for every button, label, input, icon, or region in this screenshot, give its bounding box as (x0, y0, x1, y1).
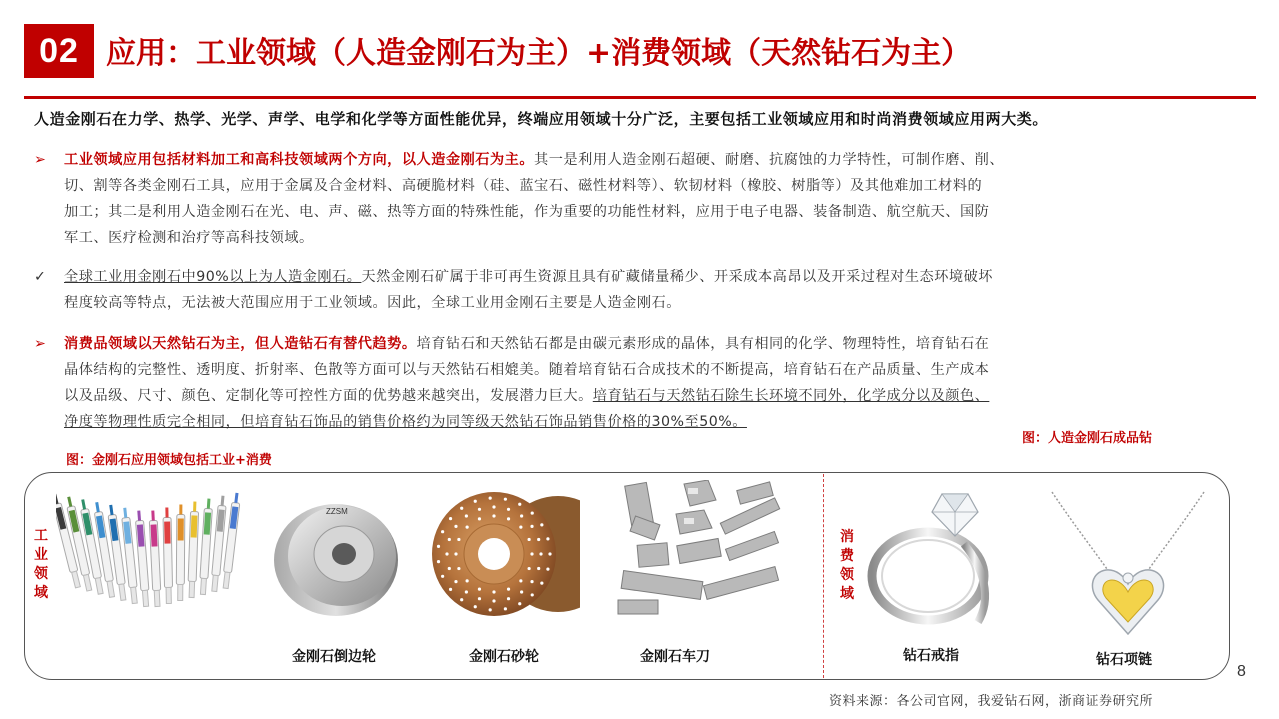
point-body: 天然金刚石矿属于非可再生资源且具有矿藏储量稀少、开采成本高昂以及开采过程对生态环境破坏 (361, 269, 993, 285)
point-lead: 工业领域应用包括材料加工和高科技领域两个方向，以人造金刚石为主。 (64, 152, 535, 168)
point-line: 切、割等各类金刚石工具，应用于金属及合金材料、高硬脆材料（硅、蓝宝石、磁性材料等）、软韧材料（橡胶、树脂等）及其他难加工材料的 (64, 178, 983, 194)
page-number: 8 (1237, 663, 1246, 680)
source-note: 资料来源：各公司官网，我爱钻石网，浙商证券研究所 (829, 694, 1154, 709)
grinding-wheel-image (430, 490, 580, 618)
figure-caption-right: 图：人造金刚石成品钻 (1022, 431, 1153, 446)
arrow-bullet-icon: ➢ (34, 152, 47, 168)
diamond-ring-image (866, 488, 1006, 634)
turning-tool-image (608, 480, 784, 622)
caption-necklace: 钻石项链 (1096, 652, 1152, 668)
point-line: 军工、医疗检测和治疗等高科技领域。 (64, 230, 314, 246)
section-number-badge: 02 (24, 24, 94, 78)
arrow-bullet-icon: ➢ (34, 336, 47, 352)
point-line: 晶体结构的完整性、透明度、折射率、色散等方面可以与天然钻石相媲美。随着培育钻石合成技术的不断提高，培育钻石在产品质量、生产成本 (64, 362, 990, 378)
point-segment: 以及品级、尺寸、颜色、定制化等可控性方面的优势越来越突出，发展潜力巨大。 (64, 388, 593, 404)
point-lead: 消费品领域以天然钻石为主，但人造钻石有替代趋势。 (64, 336, 417, 352)
point-line: 加工；其二是利用人造金刚石在光、电、声、磁、热等方面的特殊性能，作为重要的功能性材料，应用于电子电器、装备制造、航空航天、国防 (64, 204, 990, 220)
wheel-brand-text: ZZSM (326, 507, 348, 516)
chamfer-wheel-image (270, 490, 408, 618)
grinding-paste-syringes-image (56, 492, 246, 614)
caption-ring: 钻石戒指 (903, 648, 959, 664)
caption-grinding-wheel: 金刚石砂轮 (469, 649, 539, 665)
label-industrial: 工业领域 (34, 528, 48, 601)
point-consumer (34, 331, 1246, 435)
point-industrial (34, 147, 1246, 251)
point-segment-underlined: 培育钻石与天然钻石除生长环境不同外，化学成分以及颜色、 (592, 388, 990, 404)
caption-chamfer-wheel: 金刚石倒边轮 (292, 649, 376, 665)
label-consumer: 消费领域 (840, 529, 854, 602)
point-segment-underlined: 净度等物理性质完全相同，但培育钻石饰品的销售价格约为同等级天然钻石饰品销售价格的30%至50%。 (64, 414, 747, 430)
diamond-necklace-image (1046, 488, 1210, 638)
point-line: 程度较高等特点，无法被大范围应用于工业领域。因此，全球工业用金刚石主要是人造金刚石。 (64, 295, 681, 311)
intro-text: 人造金刚石在力学、热学、光学、声学、电学和化学等方面性能优异，终端应用领域十分广泛，主要包括工业领域应用和时尚消费领域应用两大类。 (34, 110, 1049, 128)
check-bullet-icon: ✓ (34, 269, 47, 285)
page-title: 应用：工业领域（人造金刚石为主）+消费领域（天然钻石为主） (106, 36, 972, 71)
point-line (34, 383, 1246, 409)
point-body: 其一是利用人造金刚石超硬、耐磨、抗腐蚀的力学特性，可制作磨、削、 (534, 152, 1005, 168)
figure-divider (823, 474, 824, 678)
point-synthetic-share (34, 264, 1246, 316)
title-divider (24, 96, 1256, 99)
figure-caption-left: 图：金刚石应用领域包括工业+消费 (66, 453, 272, 468)
point-lead: 全球工业用金刚石中90%以上为人造金刚石。 (64, 269, 362, 285)
point-body: 培育钻石和天然钻石都是由碳元素形成的晶体，具有相同的化学、物理特性，培育钻石在 (416, 336, 990, 352)
caption-turning-tool: 金刚石车刀 (640, 649, 710, 665)
